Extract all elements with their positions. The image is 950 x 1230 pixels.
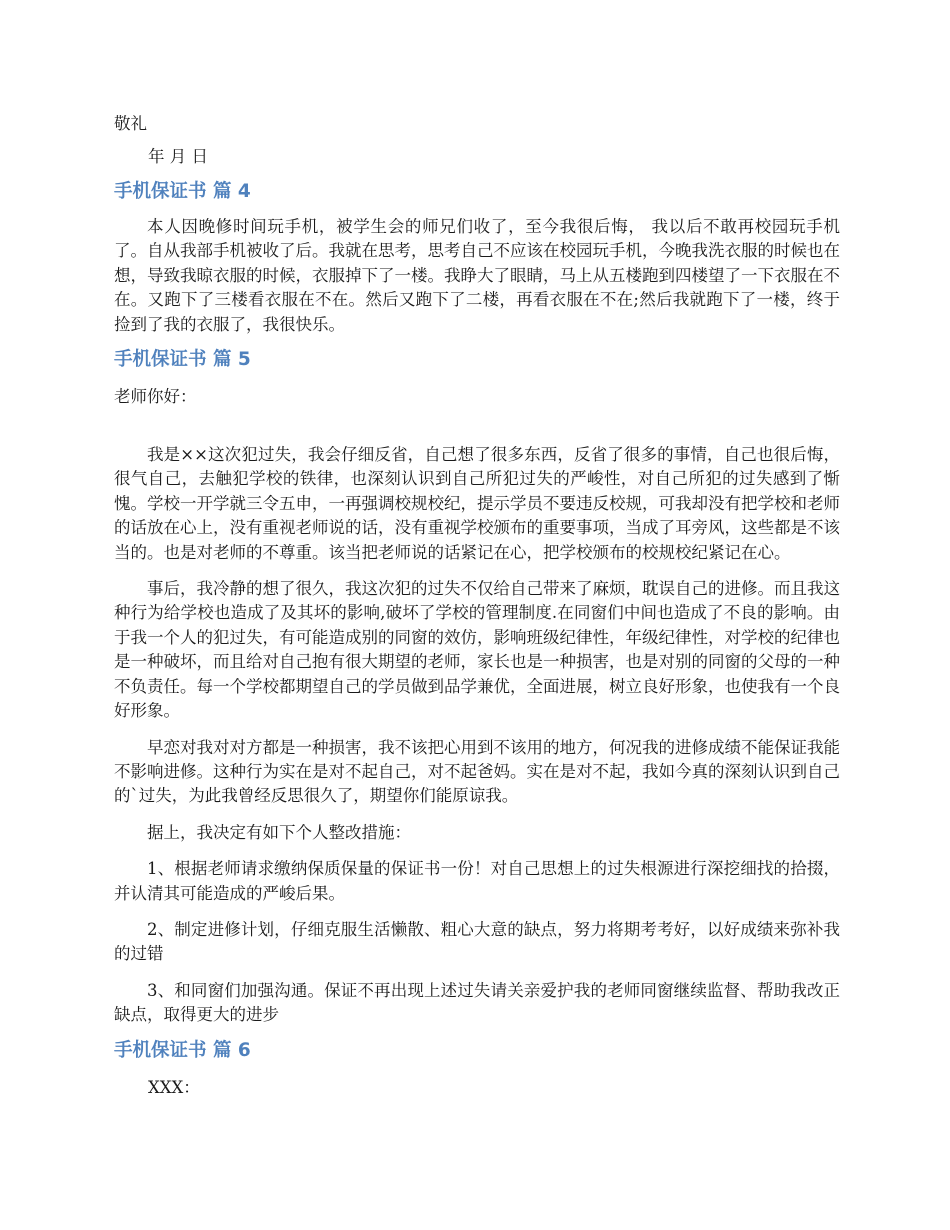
section5-paragraph-1: 我是××这次犯过失，我会仔细反省，自己想了很多东西，反省了很多的事情，自己也很后悔，很气自己，去触犯学校的铁律，也深刻认识到自己所犯过失的严峻性，对自己所犯的过失感到了惭愧。学校一开学就三令五申，一再强调校规校纪，提示学员不要违反校规，可我却没有把学校和老师的话放在心上，没有重视老师说的话，没有重视学校颁布的重要事项，当成了耳旁风，这些都是不该当的。也是对老师的不尊重。该当把老师说的话紧记在心，把学校颁布的校规校纪紧记在心。 [114,445,840,562]
section6-greeting: XXX： [148,1077,200,1097]
section-heading-5: 手机保证书 篇 5 [114,349,251,371]
closing-date: 年 月 日 [148,147,208,166]
section-heading-6: 手机保证书 篇 6 [114,1039,251,1061]
section5-paragraph-3: 早恋对我对对方都是一种损害，我不该把心用到不该用的地方，何况我的进修成绩不能保证我能不影响进修。这种行为实在是对不起自己，对不起爸妈。实在是对不起，我如今真的深刻认识到自己的`过失，为此我曾经反思很久了，期望你们能原谅我。 [114,737,840,806]
section5-measure-3: 3、和同窗们加强沟通。保证不再出现上述过失请关亲爱护我的老师同窗继续监督、帮助我改正缺点，取得更大的进步 [114,980,840,1025]
section-heading-4: 手机保证书 篇 4 [114,181,251,202]
document-page [114,112,840,1100]
section5-measure-1: 1、根据老师请求缴纳保质保量的保证书一份！对自己思想上的过失根源进行深挖细找的拾掇，并认清其可能造成的严峻后果。 [114,859,840,903]
closing-salute: 敬礼 [114,114,147,133]
section5-greeting: 老师你好： [114,387,197,407]
section5-measure-2: 2、制定进修计划，仔细克服生活懒散、粗心大意的缺点，努力将期考考好，以好成绩来弥补我的过错 [114,919,840,964]
section5-paragraph-2: 事后，我冷静的想了很久，我这次犯的过失不仅给自己带来了麻烦，耽误自己的进修。而且我这种行为给学校也造成了及其坏的影响,破坏了学校的管理制度.在同窗们中间也造成了不良的影响。由于我一个人的犯过失，有可能造成别的同窗的效仿，影响班级纪律性，年级纪律性，对学校的纪律也是一种破坏，而且给对自己抱有很大期望的老师，家长也是一种损害，也是对别的同窗的父母的一种不负责任。每一个学校都期望自己的学员做到品学兼优，全面进展，树立良好形象，也使我有一个良好形象。 [114,579,840,721]
section5-paragraph-4: 据上，我决定有如下个人整改措施： [147,822,411,842]
section4-paragraph: 本人因晚修时间玩手机，被学生会的师兄们收了，至今我很后悔， 我以后不敢再校园玩手机了。自从我部手机被收了后。我就在思考，思考自己不应该在校园玩手机，今晚我洗衣服的时候也在想，导致我晾衣服的时候，衣服掉下了一楼。我睁大了眼睛，马上从五楼跑到四楼望了一下衣服在不在。又跑下了三楼看衣服在不在。然后又跑下了二楼，再看衣服在不在;然后我就跑下了一楼，终于捡到了我的衣服了，我很快乐。 [114,217,840,334]
